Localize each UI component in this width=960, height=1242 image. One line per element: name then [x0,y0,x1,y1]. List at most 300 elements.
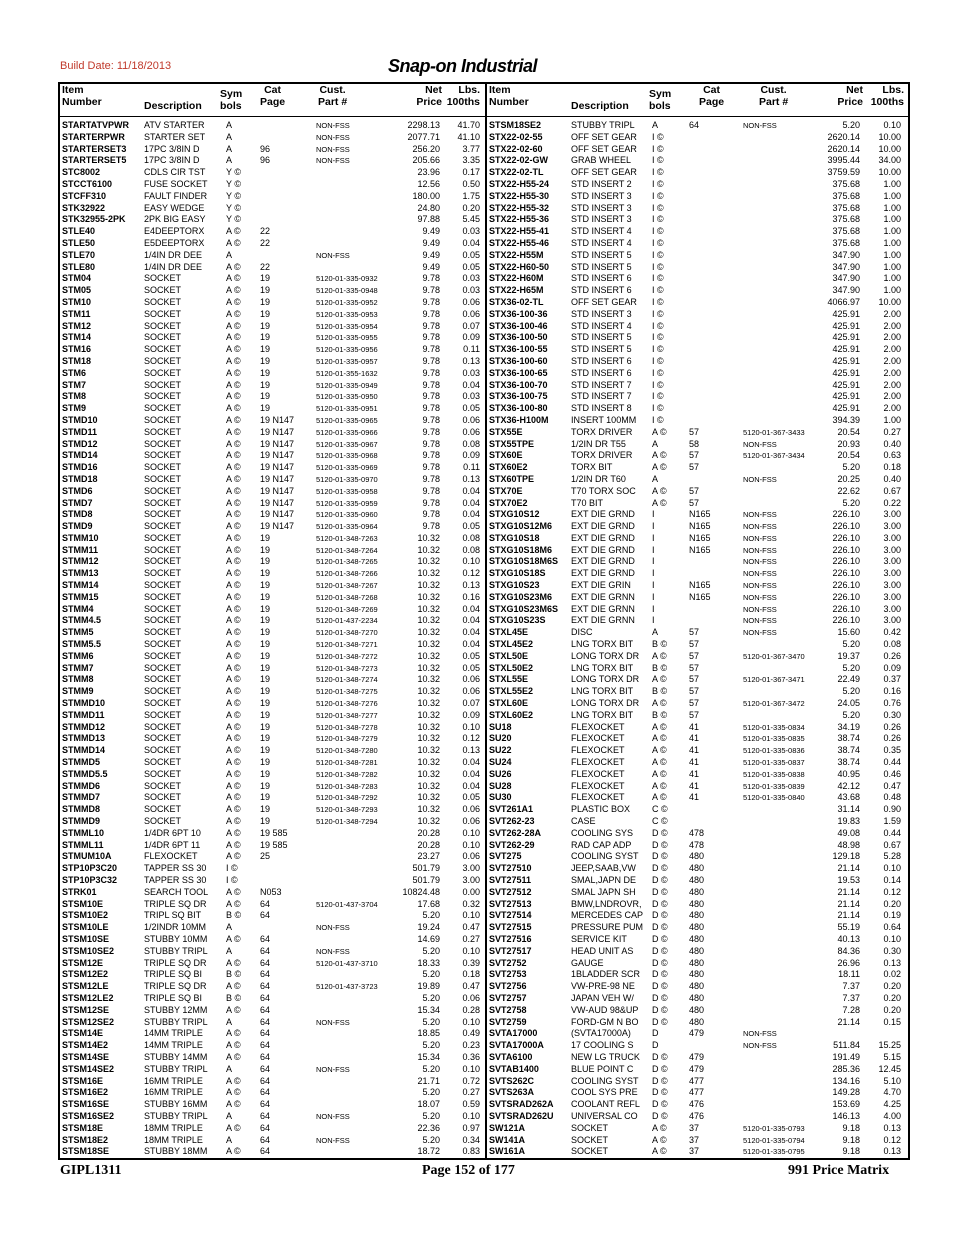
cell-item-number: STMD18 [62,473,98,484]
cell-lbs: 0.49 [462,1028,480,1039]
cell-cat-page: 19 [260,344,271,355]
cell-cat-page: 57 [689,674,700,685]
cell-lbs: 0.20 [883,898,901,909]
cell-description: OFF SET GEAR [571,131,637,142]
cell-cat-page: 19 [260,308,271,319]
cell-net-price: 10.32 [417,804,440,815]
cell-cust-part: 5120-01-335-0955 [316,333,378,343]
cell-net-price: 18.11 [838,969,860,980]
cell-lbs: 0.04 [462,757,480,768]
left-rows [60,120,484,1158]
cell-item-number: STMD10 [62,414,98,425]
cell-net-price: 226.10 [832,591,860,602]
cell-cat-page: 57 [689,627,700,638]
cell-cust-part: 5120-01-437-3704 [316,899,378,909]
cell-description: LNG TORX BIT [571,662,634,673]
cell-lbs: 0.26 [883,650,901,661]
cell-symbols: A © [226,981,241,992]
cell-description: SOCKET [144,745,182,756]
cell-cust-part: 5120-01-348-7279 [316,734,378,744]
cell-cat-page: 37 [689,1146,700,1157]
table-row [60,321,484,333]
table-row [487,191,908,203]
cell-symbols: A © [652,485,667,496]
cell-cat-page: 478 [689,827,705,838]
cell-cat-page: 476 [689,1099,705,1110]
cell-item-number: STSM12E [62,957,104,968]
cell-description: SOCKET [144,379,182,390]
cell-net-price: 9.49 [422,226,440,237]
cell-description: EASY WEDGE [144,202,205,213]
cell-item-number: SU18 [489,721,512,732]
cell-description: COOLANT REFL [571,1099,640,1110]
cell-net-price: 18.07 [417,1099,440,1110]
cell-item-number: STSM12E2 [62,969,109,980]
cell-item-number: SVT2756 [489,981,527,992]
cell-net-price: 5.20 [422,1040,440,1051]
cell-description: FLEXOCKET [571,757,625,768]
cell-cat-page: 64 [260,1004,271,1015]
cell-cust-part: 5120-01-348-7282 [316,769,378,779]
cell-cust-part: 5120-01-348-7266 [316,569,378,579]
cell-symbols: A © [652,497,667,508]
cell-item-number: SVT27512 [489,886,532,897]
cell-symbols: A © [652,462,667,473]
cell-description: STD INSERT 6 [571,367,632,378]
cell-symbols: B © [652,709,668,720]
cell-symbols: A © [226,355,241,366]
cell-description: 1/4DR 6PT 11 [144,839,201,850]
cell-cust-part: 5120-01-335-0968 [316,451,378,461]
cell-lbs: 3.00 [883,568,901,579]
cell-description: COOL SYS PRE [571,1087,638,1098]
cell-description: EXT DIE GRND [571,556,635,567]
table-row [487,698,908,710]
cell-symbols: A © [226,804,241,815]
cell-net-price: 18.85 [417,1028,440,1039]
cell-net-price: 191.49 [832,1051,860,1062]
table-row [60,427,484,439]
cell-symbols: A © [652,768,667,779]
cell-description: SOCKET [144,450,182,461]
cell-item-number: STMM12 [62,556,99,567]
cell-item-number: STSM16E [62,1075,104,1086]
header-lbs: Lbs. 100ths [870,84,904,108]
cell-cust-part: 5120-01-335-0964 [316,522,378,532]
cell-cat-page: 64 [260,1087,271,1098]
cell-description: SOCKET [144,367,182,378]
cell-lbs: 0.05 [462,249,480,260]
cell-cat-page: 64 [260,1051,271,1062]
cell-description: SOCKET [144,721,182,732]
cell-lbs: 34.00 [878,155,901,166]
cell-cat-page: 57 [689,650,700,661]
cell-symbols: A © [226,1051,241,1062]
cell-description: SOCKET [144,615,182,626]
table-row [60,391,484,403]
cell-symbols: D © [652,1075,668,1086]
cell-net-price: 425.91 [832,308,860,319]
cell-net-price: 5.20 [422,1087,440,1098]
cell-net-price: 5.20 [422,1063,440,1074]
cell-cat-page: 57 [689,662,700,673]
header-item: Item Number [489,84,529,108]
table-row [487,1005,908,1017]
cell-item-number: STM05 [62,285,92,296]
cell-description: 1BLADDER SCR [571,969,641,980]
cell-net-price: 425.91 [832,379,860,390]
cell-cat-page: 41 [689,745,700,756]
cell-cust-part: 5120-01-335-0794 [743,1135,805,1145]
cell-cat-page: 19 [260,768,271,779]
cell-item-number: SVT27517 [489,945,532,956]
table-row [487,615,908,627]
cell-symbols: D © [652,875,668,885]
table-row [487,1146,908,1158]
cell-lbs: 0.10 [462,827,480,838]
cell-item-number: STP10P3C32 [62,875,118,885]
table-row [60,592,484,604]
table-row [487,214,908,226]
cell-cat-page: 19 [260,745,271,756]
cell-description: STUBBY 12MM [144,1004,208,1015]
cell-symbols: A [226,1063,233,1074]
cell-net-price: 146.13 [832,1110,860,1121]
cell-lbs: 3.00 [883,615,901,626]
cell-description: SOCKET [144,650,182,661]
cell-item-number: STX36-100-65 [489,367,548,378]
table-row [60,639,484,651]
cell-symbols: A © [226,721,241,732]
cell-lbs: 0.46 [883,768,901,779]
cell-description: STD INSERT 5 [571,249,632,260]
table-row [60,226,484,238]
cell-symbols: A © [226,226,241,237]
table-row [60,1135,484,1147]
table-row [60,958,484,970]
cell-net-price: 5.20 [422,1016,440,1027]
cell-symbols: B © [226,992,242,1003]
cell-symbols: I [652,591,655,602]
cell-item-number: SVT27514 [489,910,532,921]
cell-cat-page: 480 [689,1016,705,1027]
cell-symbols: I © [652,178,664,189]
cell-description: STUBBY TRIPL [144,1110,208,1121]
cell-net-price: 19.37 [837,650,860,661]
table-row [487,722,908,734]
cell-description: EXT DIE GRNN [571,603,635,614]
cell-cat-page: 57 [689,485,700,496]
table-row [60,993,484,1005]
cell-cat-page: 19 [260,792,271,803]
cell-cust-part: NON-FSS [743,592,777,602]
cell-item-number: SU24 [489,757,512,768]
cell-item-number: STMM10 [62,532,99,543]
cell-lbs: 0.03 [462,285,480,296]
cell-symbols: A © [226,556,241,567]
cell-cat-page: 57 [689,450,700,461]
cell-symbols: A © [226,261,241,272]
cell-cat-page: 41 [689,721,700,732]
cell-net-price: 10.32 [417,686,440,697]
cell-net-price: 38.74 [837,757,860,768]
cell-net-price: 501.79 [412,875,440,885]
cell-net-price: 40.13 [837,933,860,944]
cell-cat-page: 19 N147 [260,426,295,437]
cell-item-number: SVT27510 [489,863,532,874]
cell-item-number: SW161A [489,1146,526,1157]
cell-cust-part: 5120-01-367-3470 [743,651,805,661]
cell-item-number: SVT27515 [489,922,532,933]
cell-lbs: 2.00 [883,308,901,319]
cell-symbols: I © [652,367,664,378]
cell-symbols: A © [226,544,241,555]
table-row [60,368,484,380]
cell-item-number: STXL60E [489,698,529,709]
table-row [60,686,484,698]
cell-lbs: 0.20 [462,202,480,213]
cell-item-number: STSM14SE2 [62,1063,115,1074]
table-row [60,745,484,757]
cell-item-number: SVT27511 [489,875,532,885]
cell-item-number: STSM18SE [62,1146,110,1157]
cell-net-price: 20.28 [417,839,440,850]
cell-net-price: 19.24 [417,922,440,933]
cell-description: BMW,LNDROVR, [571,898,642,909]
cell-cust-part: 5120-01-348-7292 [316,793,378,803]
cell-item-number: SVT27513 [489,898,532,909]
cell-cust-part: 5120-01-348-7293 [316,805,378,815]
cell-item-number: STX55E [489,426,523,437]
cell-item-number: STXL50E2 [489,662,534,673]
table-row [487,710,908,722]
cell-cat-page: 19 [260,568,271,579]
cell-net-price: 42.12 [837,780,860,791]
cell-net-price: 5.20 [842,662,860,673]
cell-item-number: STSM10E [62,898,104,909]
cell-symbols: A © [652,721,667,732]
table-row [487,1135,908,1147]
cell-cust-part: NON-FSS [743,121,777,130]
cell-description: JEEP,SAAB,VW [571,863,636,874]
cell-item-number: STMMD14 [62,745,106,756]
cell-item-number: STC8002 [62,167,101,178]
cell-symbols: A © [652,450,667,461]
header-cust-part: Cust. Part # [318,84,348,108]
cell-net-price: 226.10 [832,521,860,532]
table-row [60,722,484,734]
table-row [487,509,908,521]
cell-symbols: D © [652,839,668,850]
cell-lbs: 0.48 [883,792,901,803]
cell-item-number: STMD12 [62,438,98,449]
cell-net-price: 9.78 [422,438,440,449]
table-row [487,627,908,639]
cell-item-number: STMM7 [62,662,94,673]
cell-symbols: D © [652,1087,668,1098]
table-row [60,1123,484,1135]
cell-net-price: 375.68 [832,237,860,248]
cell-item-number: STX70E2 [489,497,528,508]
cell-symbols: A © [652,698,667,709]
cell-cust-part: NON-FSS [743,545,777,555]
cell-item-number: SVTA6100 [489,1051,533,1062]
table-row [60,580,484,592]
cell-lbs: 0.22 [883,497,901,508]
cell-symbols: A © [226,886,241,897]
cell-item-number: SVT262-29 [489,839,535,850]
cell-cust-part: 5120-01-335-0835 [743,734,805,744]
cell-cust-part: 5120-01-335-0950 [316,392,378,402]
cell-item-number: STK32955-2PK [62,214,126,225]
table-row [487,297,908,309]
table-row [60,309,484,321]
cell-symbols: D [652,1040,659,1051]
cell-lbs: 4.00 [883,1110,901,1121]
cell-symbols: I © [652,190,664,201]
cell-net-price: 226.10 [832,556,860,567]
cell-lbs: 0.04 [462,768,480,779]
table-row [487,556,908,568]
table-row [60,568,484,580]
cell-net-price: 19.83 [837,816,860,827]
cell-net-price: 5.20 [842,120,860,130]
cell-net-price: 21.14 [837,1016,860,1027]
cell-lbs: 0.18 [462,969,480,980]
table-row [487,132,908,144]
cell-cust-part: 5120-01-348-7283 [316,781,378,791]
cell-lbs: 0.11 [463,344,480,355]
table-row [60,344,484,356]
cell-description: FLEXOCKET [144,851,198,862]
cell-lbs: 0.44 [883,757,901,768]
cell-lbs: 0.20 [883,992,901,1003]
cell-symbols: A © [226,308,241,319]
cell-net-price: 5.20 [422,945,440,956]
cell-cust-part: 5120-01-348-7265 [316,557,378,567]
cell-net-price: 9.78 [422,521,440,532]
cell-lbs: 3.00 [883,544,901,555]
cell-net-price: 7.28 [842,1004,860,1015]
table-row [60,899,484,911]
cell-cat-page: 19 [260,639,271,650]
table-row [60,816,484,828]
cell-symbols: D © [652,922,668,933]
table-row [60,498,484,510]
cell-lbs: 0.03 [462,367,480,378]
cell-net-price: 9.78 [422,462,440,473]
cell-description: TORX DRIVER [571,450,633,461]
cell-cust-part: NON-FSS [743,1041,777,1051]
table-row [487,686,908,698]
cell-cust-part: NON-FSS [316,946,350,956]
cell-item-number: SU20 [489,733,512,744]
cell-net-price: 347.90 [832,249,860,260]
cell-item-number: STMD14 [62,450,98,461]
cell-lbs: 3.00 [883,521,901,532]
cell-symbols: I © [652,202,664,213]
cell-lbs: 0.63 [883,450,901,461]
cell-net-price: 425.91 [832,332,860,343]
cell-symbols: I [652,556,655,567]
cell-item-number: SVTSRAD262U [489,1110,554,1121]
cell-net-price: 5.20 [842,709,860,720]
cell-cat-page: 64 [260,1122,271,1133]
cell-item-number: STSM14E [62,1028,104,1039]
cell-cat-page: 19 [260,816,271,827]
cell-net-price: 501.79 [412,863,440,874]
cell-description: TAPPER SS 30 [144,863,207,874]
cell-cat-page: 480 [689,898,705,909]
cell-cust-part: 5120-01-348-7275 [316,687,378,697]
cell-description: T70 TORX SOC [571,485,636,496]
cell-symbols: I © [652,391,664,402]
cell-lbs: 2.00 [883,367,901,378]
table-row [60,155,484,167]
cell-lbs: 0.15 [883,1016,901,1027]
cell-symbols: A © [226,568,241,579]
cell-lbs: 2.00 [883,332,901,343]
cell-cat-page: 19 [260,367,271,378]
cell-description: 1/4IN DR DEE [144,261,203,272]
cell-cat-page: 64 [260,969,271,980]
cell-item-number: STM11 [62,308,91,319]
cell-item-number: STMM5.5 [62,639,102,650]
cell-lbs: 0.16 [883,686,901,697]
cell-cust-part: NON-FSS [316,250,350,260]
cell-item-number: STARTERPWR [62,131,125,142]
cell-net-price: 24.80 [417,202,440,213]
cell-item-number: STX22-H60M [489,273,544,284]
cell-item-number: STLE40 [62,226,96,237]
cell-symbols: A © [226,792,241,803]
cell-description: SOCKET [144,485,182,496]
cell-symbols: A © [652,792,667,803]
cell-cat-page: 480 [689,851,705,862]
snap-on-industrial-logo: Snap-on Industrial [388,56,538,76]
table-row [60,486,484,498]
cell-symbols: D © [652,957,668,968]
cell-description: 17 COOLING S [571,1040,634,1051]
cell-cat-page: 22 [260,237,271,248]
cell-cust-part: 5120-01-437-3710 [316,958,378,968]
cell-lbs: 0.04 [462,237,480,248]
table-row [487,226,908,238]
cell-symbols: A © [226,627,241,638]
cell-description: 1/2IN DR T55 [571,438,626,449]
cell-item-number: STM10 [62,296,92,307]
cell-net-price: 9.78 [422,285,440,296]
cell-lbs: 1.00 [883,273,901,284]
cell-symbols: A © [652,674,667,685]
cell-lbs: 5.15 [883,1051,901,1062]
cell-symbols: I © [652,344,664,355]
table-row [487,981,908,993]
cell-cust-part: 5120-01-335-0953 [316,309,378,319]
cell-net-price: 26.96 [837,957,860,968]
cell-symbols: I [652,568,655,579]
cell-cust-part: 5120-01-335-0957 [316,356,378,366]
cell-item-number: STM18 [62,355,92,366]
cell-cat-page: 64 [260,1146,271,1157]
cell-lbs: 0.37 [883,674,901,685]
cell-item-number: STX36-100-60 [489,355,548,366]
cell-lbs: 0.50 [462,178,480,189]
table-row [487,863,908,875]
cell-lbs: 0.06 [462,296,480,307]
cell-description: STD INSERT 5 [571,332,632,343]
table-row [60,474,484,486]
